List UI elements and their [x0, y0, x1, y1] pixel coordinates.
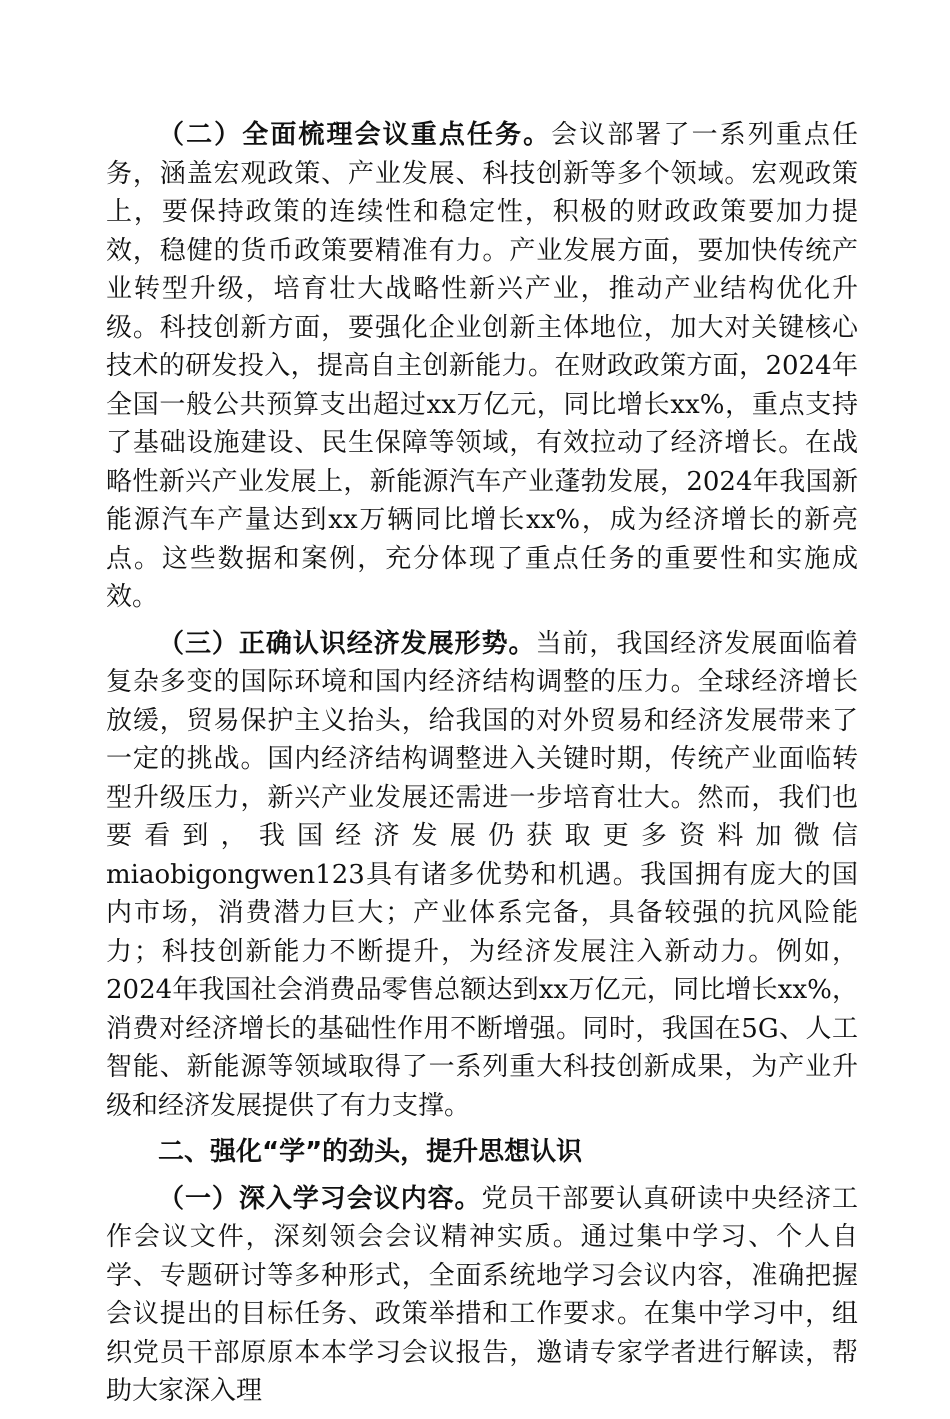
paragraph-lead-heading: （一）深入学习会议内容。 — [158, 1183, 482, 1214]
paragraph-body-text: 会议部署了一系列重点任务，涵盖宏观政策、产业发展、科技创新等多个领域。宏观政策上，要保持政策的连续性和稳定性，积极的财政政策要加力提效，稳健的货币政策要精准有力。产业发展方面，要加快传统产业转型升级，培育壮大战略性新兴产业，推动产业结构优化升级。科技创新方面，要强化企业创新主体地位，加大对关键核心技术的研发投入，提高自主创新能力。在财政政策方面，2024年全国一般公共预算支出超过xx万亿元，同比增长xx%，重点支持了基础设施建设、民生保障等领域，有效拉动了经济增长。在战略性新兴产业发展上，新能源汽车产业蓬勃发展，2024年我国新能源汽车产量达到xx万辆同比增长xx%，成为经济增长的新亮点。这些数据和案例，充分体现了重点任务的重要性和实施成效。 — [106, 120, 858, 612]
paragraph-study-content — [106, 1180, 858, 1411]
section-heading: 二、强化“学”的劲头，提升思想认识 — [158, 1137, 583, 1167]
paragraph-body-text: 党员干部要认真研读中央经济工作会议文件，深刻领会会议精神实质。通过集中学习、个人自学、专题研讨等多种形式，全面系统地学习会议内容，准确把握会议提出的目标任务、政策举措和工作要求。在集中学习中，组织党员干部原原本本学习会议报告，邀请专家学者进行解读，帮助大家深入理 — [106, 1183, 858, 1406]
paragraph-body-text: 当前，我国经济发展面临着复杂多变的国际环境和国内经济结构调整的压力。全球经济增长放缓，贸易保护主义抬头，给我国的对外贸易和经济发展带来了一定的挑战。国内经济结构调整进入关键时期，传统产业面临转型升级压力，新兴产业发展还需进一步培育壮大。然而，我们也要看到，我国经济发展仍获取更多资料加微信miaobigongwen123具有诸多优势和机遇。我国拥有庞大的国内市场，消费潜力巨大；产业体系完备，具备较强的抗风险能力；科技创新能力不断提升，为经济发展注入新动力。例如，2024年我国社会消费品零售总额达到xx万亿元，同比增长xx%，消费对经济增长的基础性作用不断增强。同时，我国在5G、人工智能、新能源等领域取得了一系列重大科技创新成果，为产业升级和经济发展提供了有力支撑。 — [106, 628, 858, 1121]
paragraph-lead-heading: （二）全面梳理会议重点任务。 — [158, 120, 552, 150]
paragraph-key-tasks — [106, 116, 858, 617]
document-page — [106, 116, 858, 1419]
paragraph-lead-heading: （三）正确认识经济发展形势。 — [158, 628, 536, 659]
paragraph-economic-situation — [106, 625, 858, 1126]
